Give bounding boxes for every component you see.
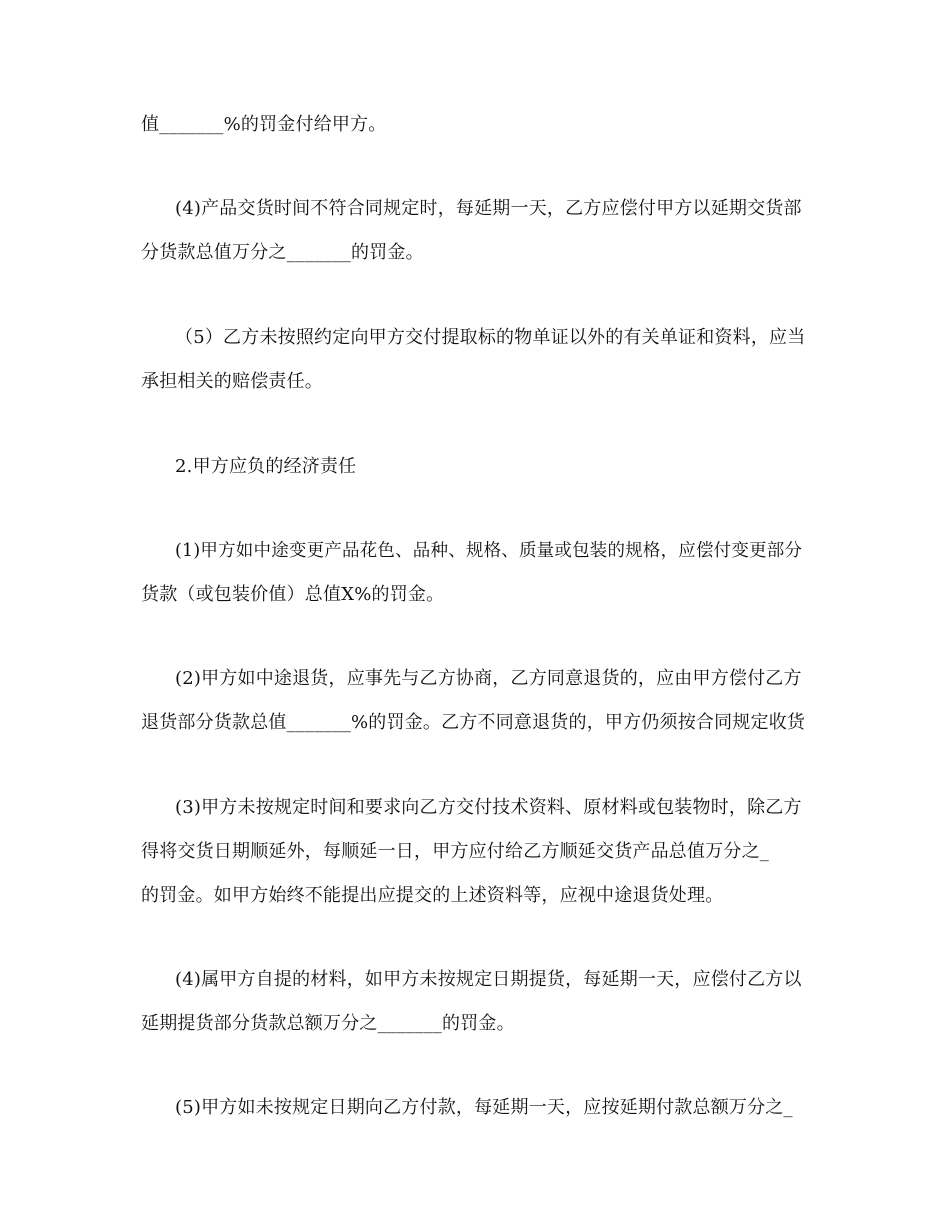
text-line: 值_______%的罚金付给甲方。 (141, 114, 387, 135)
section-heading: 2.甲方应负的经济责任 (175, 456, 357, 477)
text-line: (4)产品交货时间不符合同规定时，每延期一天，乙方应偿付甲方以延期交货部 (175, 198, 802, 219)
text-line: (2)甲方如中途退货，应事先与乙方协商，乙方同意退货的，应由甲方偿付乙方 (175, 668, 802, 689)
text-line: (1)甲方如中途变更产品花色、品种、规格、质量或包装的规格，应偿付变更部分 (175, 541, 803, 561)
text-line: (3)甲方未按规定时间和要求向乙方交付技术资料、原材料或包装物时，除乙方 (175, 797, 802, 818)
text-line: (4)属甲方自提的材料，如甲方未按规定日期提货，每延期一天，应偿付乙方以 (175, 969, 802, 990)
text-line: 分货款总值万分之_______的罚金。 (141, 242, 424, 263)
text-line: 退货部分货款总值_______%的罚金。乙方不同意退货的，甲方仍须按合同规定收货 (141, 712, 806, 733)
text-line: 延期提货部分货款总额万分之_______的罚金。 (141, 1013, 515, 1034)
text-line: 货款（或包装价值）总值X%的罚金。 (141, 584, 445, 605)
text-line: 承担相关的赔偿责任。 (141, 371, 323, 392)
text-line: 的罚金。如甲方始终不能提出应提交的上述资料等，应视中途退货处理。 (141, 885, 724, 906)
text-line: 得将交货日期顺延外，每顺延一日，甲方应付给乙方顺延交货产品总值万分之_ (141, 841, 769, 862)
text-line: (5)甲方如未按规定日期向乙方付款，每延期一天，应按延期付款总额万分之_ (175, 1097, 793, 1118)
text-line: （5）乙方未按照约定向甲方交付提取标的物单证以外的有关单证和资料，应当 (175, 327, 806, 348)
